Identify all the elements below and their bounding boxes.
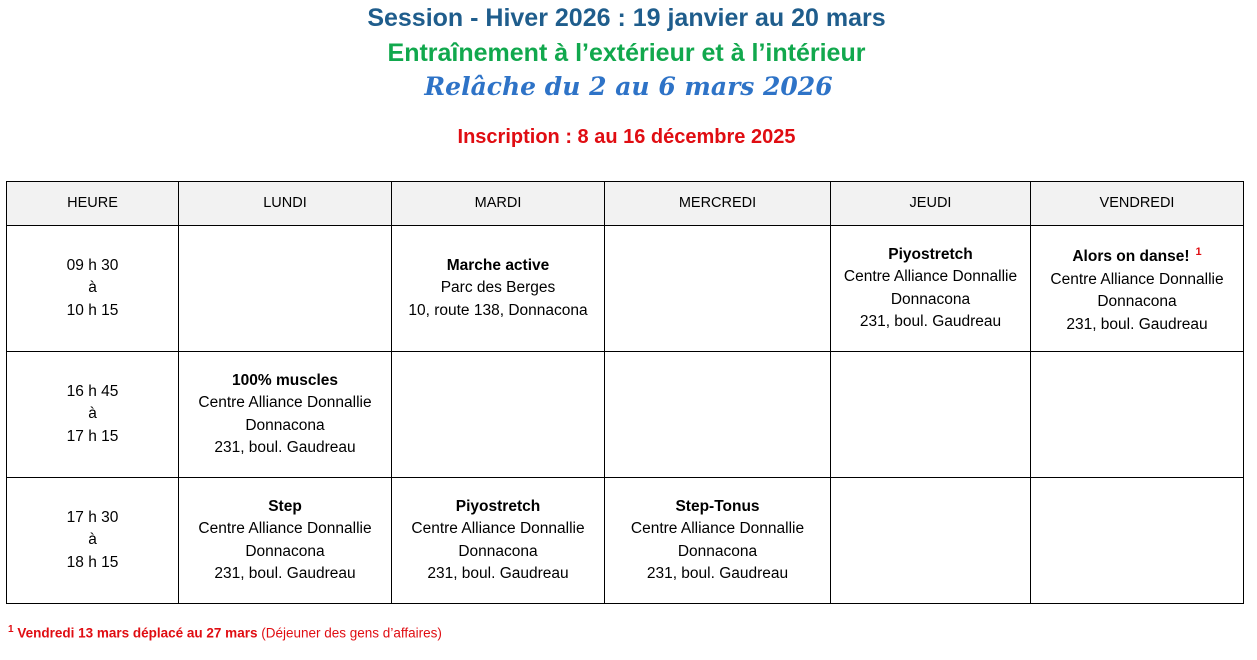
time-start: 16 h 45 (66, 382, 119, 400)
schedule-cell (392, 478, 605, 604)
activity-name: Piyostretch (888, 245, 973, 263)
time-cell (7, 226, 179, 352)
activity-address: 231, boul. Gaudreau (214, 565, 356, 582)
footnote-marker: 1 (1195, 245, 1202, 258)
time-end: 10 h 15 (66, 301, 119, 319)
activity-location: Parc des Berges (440, 279, 556, 297)
schedule-cell-empty (831, 352, 1031, 478)
activity-address: 231, boul. Gaudreau (214, 439, 356, 456)
column-header-thursday: JEUDI (831, 182, 1031, 226)
activity-name: Step-Tonus (675, 497, 760, 515)
column-header-wednesday: MERCREDI (605, 182, 831, 226)
activity-location: Centre Alliance Donnallie (198, 520, 372, 537)
footnote (8, 624, 442, 641)
schedule-cell-empty (831, 478, 1031, 604)
activity-address: 231, boul. Gaudreau (646, 565, 789, 582)
time-start: 17 h 30 (66, 508, 119, 526)
time-end: 17 h 15 (66, 427, 119, 445)
table-row (7, 352, 1244, 478)
activity-location: Centre Alliance Donnallie (411, 520, 585, 537)
column-header-friday: VENDREDI (1031, 182, 1244, 226)
time-start: 09 h 30 (66, 256, 119, 274)
activity-location: Centre Alliance Donnallie (1050, 270, 1224, 288)
footnote-marker: 1 (8, 624, 14, 635)
activity-name: Step (268, 497, 302, 515)
schedule-cell (179, 478, 392, 604)
schedule-cell-empty (1031, 478, 1244, 604)
activity-city: Donnacona (890, 290, 971, 308)
schedule-cell (179, 352, 392, 478)
schedule-cell-empty (1031, 352, 1244, 478)
break-notice: Relâche du 2 au 6 mars 2026 (424, 72, 833, 101)
registration-dates: Inscription : 8 au 16 décembre 2025 (457, 126, 796, 148)
activity-address: 231, boul. Gaudreau (859, 313, 1002, 330)
time-cell (7, 478, 179, 604)
activity-location: Centre Alliance Donnallie (198, 394, 372, 411)
footnote-text: (Déjeuner des gens d’affaires) (261, 625, 442, 641)
activity-city: Donnacona (245, 416, 325, 434)
activity-address: 10, route 138, Donnacona (408, 301, 588, 319)
schedule-cell-empty (179, 226, 392, 352)
schedule-cell-empty (605, 352, 831, 478)
column-header-monday: LUNDI (179, 182, 392, 226)
table-header-row (7, 182, 1244, 226)
activity-name: Alors on danse! (1072, 248, 1190, 266)
activity-address: 231, boul. Gaudreau (427, 565, 569, 582)
schedule-cell (392, 226, 605, 352)
activity-location: Centre Alliance Donnallie (630, 520, 805, 537)
activity-city: Donnacona (1097, 293, 1177, 311)
schedule-cell (831, 226, 1031, 352)
page-subtitle: Entraînement à l’extérieur et à l’intérieur (387, 39, 866, 67)
activity-name: Piyostretch (455, 497, 541, 515)
activity-city: Donnacona (458, 542, 538, 560)
table-row (7, 478, 1244, 604)
time-end: 18 h 15 (66, 553, 119, 571)
activity-name: Marche active (446, 256, 550, 274)
activity-location: Centre Alliance Donnallie (843, 268, 1018, 285)
activity-city: Donnacona (245, 542, 325, 560)
schedule-cell-empty (392, 352, 605, 478)
page-title: Session - Hiver 2026 : 19 janvier au 20 mars (367, 4, 886, 32)
column-header-time: HEURE (7, 182, 179, 226)
activity-city: Donnacona (677, 542, 758, 560)
activity-address: 231, boul. Gaudreau (1066, 315, 1208, 333)
time-cell (7, 352, 179, 478)
activity-name-row (1031, 241, 1243, 269)
time-separator: à (88, 405, 97, 423)
schedule-cell-empty (605, 226, 831, 352)
schedule-table (6, 181, 1244, 604)
activity-name: 100% muscles (232, 371, 338, 389)
time-separator: à (88, 531, 97, 549)
table-row (7, 226, 1244, 352)
schedule-cell (605, 478, 831, 604)
footnote-bold-text: Vendredi 13 mars déplacé au 27 mars (17, 625, 258, 641)
time-separator: à (88, 279, 97, 297)
schedule-cell (1031, 226, 1244, 352)
column-header-tuesday: MARDI (392, 182, 605, 226)
